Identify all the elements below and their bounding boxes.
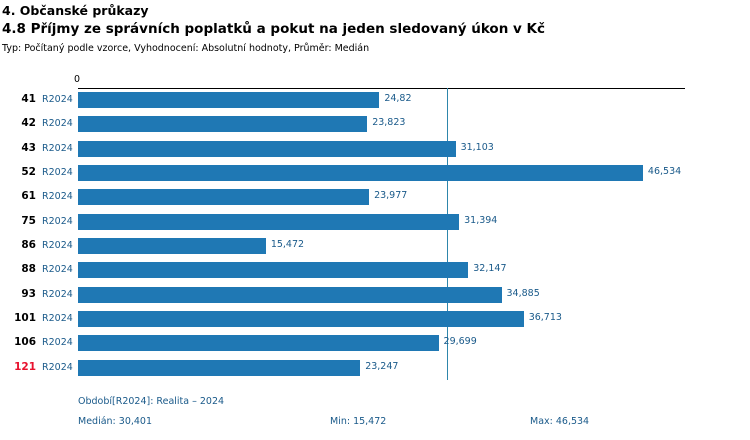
chart-title: 4.8 Příjmy ze správních poplatků a pokut na jeden sledovaný úkon v Kč [2,21,545,37]
row-series-label: R2024 [42,288,73,300]
chart-subtitle: Typ: Počítaný podle vzorce, Vyhodnocení: Absolutní hodnoty, Průměr: Medián [2,43,370,54]
bar[interactable] [78,262,468,278]
row-category-label: 121 [14,360,36,373]
row-category-label: 43 [21,141,36,154]
table-row [78,283,685,307]
row-category-label: 106 [14,336,36,349]
bar-value-label: 15,472 [270,238,305,250]
stat-max: Max: 46,534 [530,416,590,427]
row-category-label: 88 [21,263,36,276]
row-category-label: 41 [21,93,36,105]
bar-value-label: 31,394 [464,214,498,226]
legend-label: Období[R2024]: Realita – 2024 [78,396,225,407]
row-series-label: R2024 [42,142,73,154]
bar[interactable] [78,287,502,303]
row-series-label: R2024 [42,215,73,227]
row-category-label: 93 [21,287,36,300]
table-row [78,112,685,136]
table-row [78,210,685,234]
bar[interactable] [78,214,459,230]
stat-median: Medián: 30,401 [78,416,153,427]
bar[interactable] [78,189,369,205]
table-row [78,258,685,282]
page-title: 4. Občanské průkazy [2,3,149,18]
row-category-label: 101 [14,311,36,324]
bar[interactable] [78,335,439,351]
row-series-label: R2024 [42,239,73,251]
table-row [78,307,685,331]
row-series-label: R2024 [42,191,73,203]
row-series-label: R2024 [42,312,73,324]
row-category-label: 61 [21,190,36,203]
table-row [78,234,685,258]
bar[interactable] [78,165,643,181]
table-row [78,356,685,380]
bar-value-label: 29,699 [443,336,477,348]
x-axis-zero-label: 0 [74,74,81,85]
bar[interactable] [78,360,360,376]
row-series-label: R2024 [42,94,73,105]
bar-value-label: 24,82 [384,93,412,104]
bar[interactable] [78,92,379,108]
table-row [78,88,685,112]
bar[interactable] [78,116,367,132]
table-row [78,137,685,161]
row-category-label: 52 [21,165,36,178]
bar[interactable] [78,311,524,327]
row-series-label: R2024 [42,337,73,349]
bar-value-label: 46,534 [647,165,682,177]
bar-value-label: 34,885 [506,287,540,299]
table-row [78,331,685,355]
stat-min: Min: 15,472 [330,416,387,427]
bar-value-label: 31,103 [460,141,494,153]
bar-value-label: 36,713 [528,311,562,323]
row-category-label: 86 [21,238,36,251]
table-row [78,185,685,209]
bar-value-label: 23,247 [365,360,399,372]
row-series-label: R2024 [42,166,73,178]
bar[interactable] [78,238,266,254]
row-series-label: R2024 [42,264,73,276]
row-category-label: 42 [21,117,36,130]
row-series-label: R2024 [42,118,73,130]
bar-value-label: 23,823 [372,117,406,129]
bar[interactable] [78,141,456,157]
bar-value-label: 23,977 [374,190,408,202]
row-category-label: 75 [21,214,36,227]
row-series-label: R2024 [42,361,73,373]
table-row [78,161,685,185]
bar-value-label: 32,147 [473,263,507,275]
